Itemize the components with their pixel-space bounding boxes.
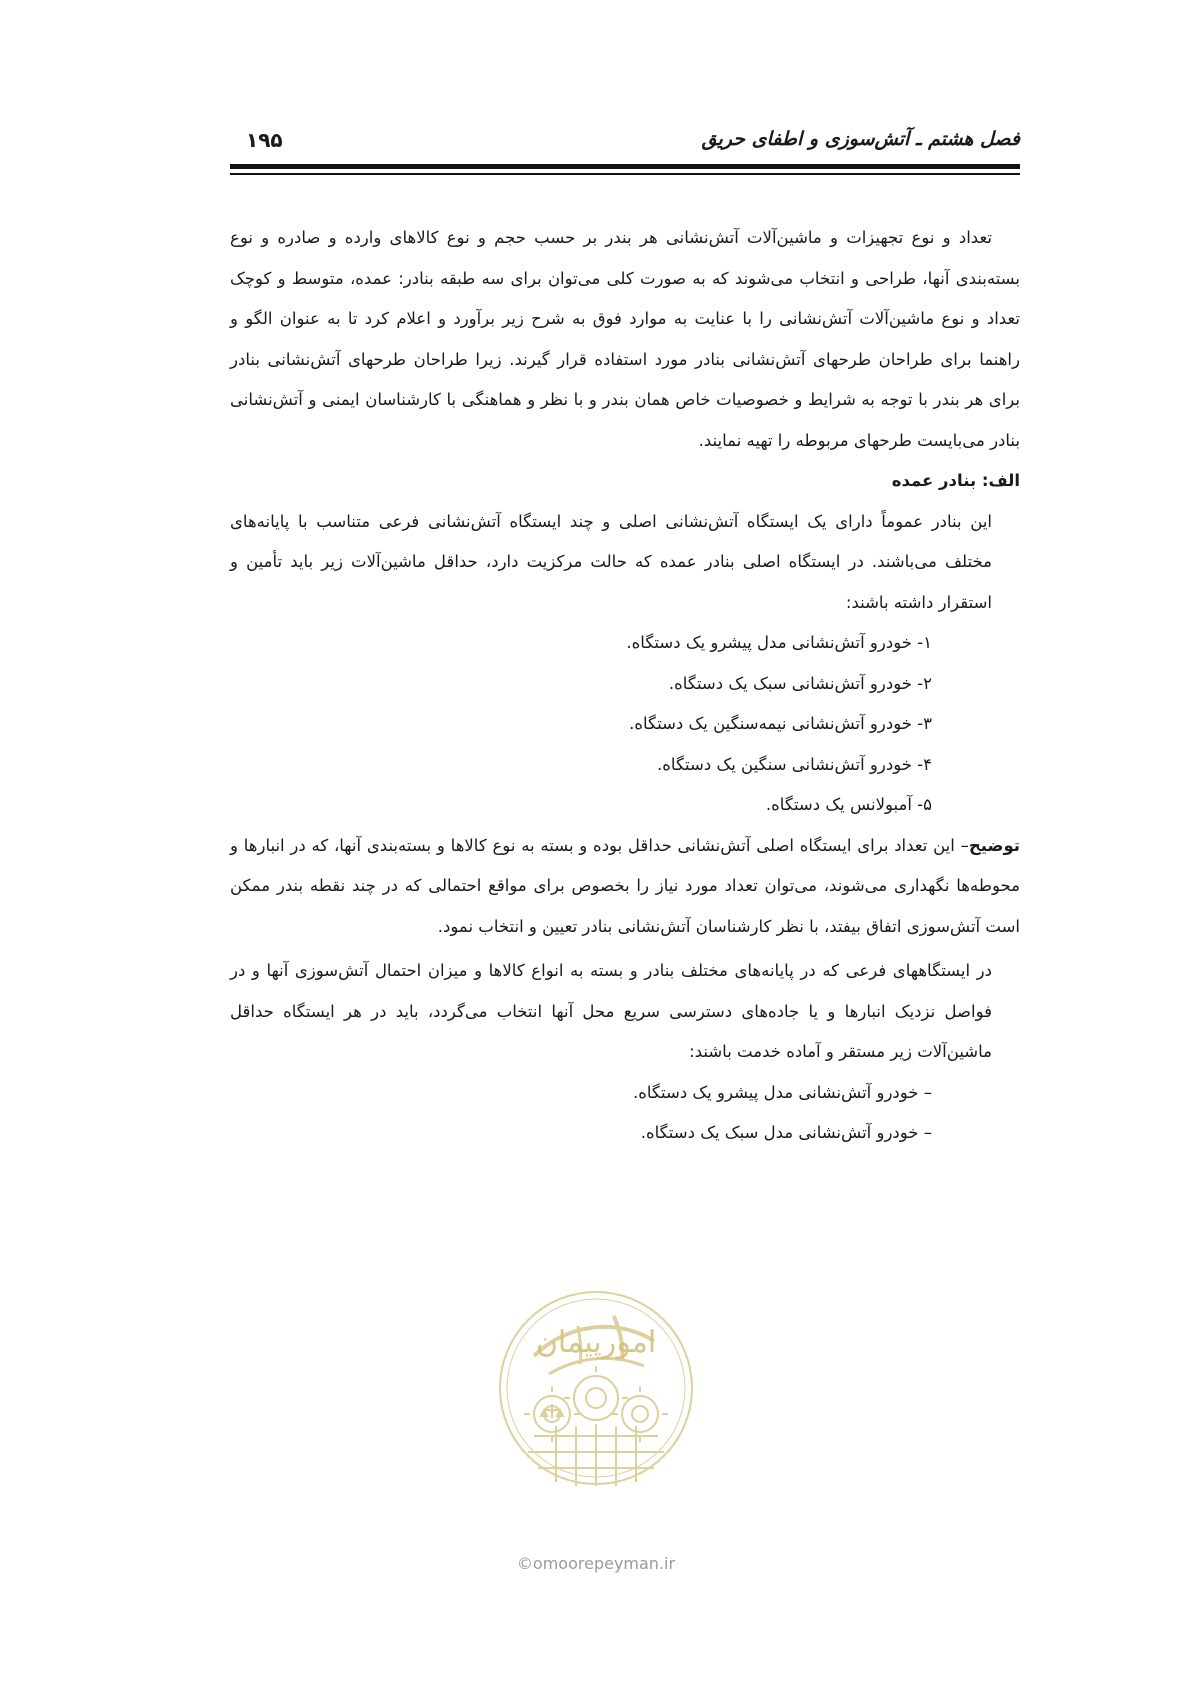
list-item: ۳- خودرو آتش‌نشانی نیمه‌سنگین یک دستگاه. [629,714,932,733]
note-label: توضیح [968,835,1020,855]
watermark-logo [494,1286,698,1490]
section-a-paragraph: این بنادر عموماً دارای یک ایستگاه آتش‌نشانی اصلی و چند ایستگاه آتش‌نشانی فرعی متناسب با پایانه‌های مختلف می‌باشند. در ایستگاه اصلی بنادر عمده که حالت مرکزیت دارد، حداقل ماشین‌آلات زیر باید تأمین و استقرار داشته باشند: [230,511,992,612]
watermark-logo-text: امورپیمان [535,1325,657,1360]
note-text: – این تعداد برای ایستگاه اصلی آتش‌نشانی حداقل بوده و بسته به نوع کالاها و بسته‌بندی آنها، که در انبارها و محوطه‌ها نگهداری می‌شوند، می‌توان تعداد مورد نیاز را بخصوص برای مواقع احتمالی که در چند نقطه بندر ممکن است آتش‌سوزی اتفاق بیفتد، با نظر کارشناسان آتش‌نشانی بنادر تعیین و انتخاب نمود. [230,835,1020,936]
watermark-url-text: omoorepeyman.ir [532,1554,676,1573]
page-body [230,218,1020,1154]
substations-block [230,951,1020,1154]
header-rule-thick [230,164,1020,169]
section-heading: الف: بنادر عمده [891,471,1020,490]
section-a-block [230,502,1020,826]
list-item: ۴- خودرو آتش‌نشانی سنگین یک دستگاه. [657,754,932,774]
intro-paragraph: تعداد و نوع تجهیزات و ماشین‌آلات آتش‌نشانی هر بندر بر حسب حجم و نوع کالاهای وارده و صادره و نوع بسته‌بندی آنها، طراحی و انتخاب می‌شوند که به صورت کلی می‌توان برای سه طبقه بنادر: عمده، متوسط و کوچک تعداد و نوع ماشین‌آلات آتش‌نشانی را با عنایت به موارد فوق به شرح زیر برآورد و اعلام کرد تا به عنوان الگو و راهنما برای طراحان طرحهای آتش‌نشانی بنادر مورد استفاده قرار گیرند. زیرا طراحان طرحهای آتش‌نشانی بنادر برای هر بندر با توجه به شرایط و خصوصیات خاص همان بندر و با نظر و هماهنگی با کارشناسان ایمنی و آتش‌نشانی بنادر می‌بایست طرحهای مربوطه را تهیه نمایند. [230,228,1020,450]
note-paragraph [230,826,1020,948]
watermark-url [486,1554,706,1573]
page-number: ۱۹۵ [246,128,283,152]
substations-paragraph: در ایستگاههای فرعی که در پایانه‌های مختلف بنادر و بسته به انواع کالاها و میزان احتمال آتش‌سوزی آنها و در فواصل نزدیک انبارها و یا جاده‌های دسترسی سریع محل آنها انتخاب می‌گردد، باید در هر ایستگاه حداقل ماشین‌آلات زیر مستقر و آماده خدمت باشند: [230,961,992,1061]
list-item: ۱- خودرو آتش‌نشانی مدل پیشرو یک دستگاه. [626,633,932,652]
list-item: ۵- آمبولانس یک دستگاه. [765,795,932,814]
header-rule-thin [230,173,1020,175]
list-item: – خودرو آتش‌نشانی مدل پیشرو یک دستگاه. [632,1082,932,1102]
page-header [230,128,1020,162]
chapter-title: فصل هشتم ـ آتش‌سوزی و اطفای حریق [701,128,1020,150]
list-item: ۲- خودرو آتش‌نشانی سبک یک دستگاه. [668,673,932,693]
list-item: – خودرو آتش‌نشانی مدل سبک یک دستگاه. [640,1123,932,1142]
copyright-circle-icon: © [516,1554,533,1573]
